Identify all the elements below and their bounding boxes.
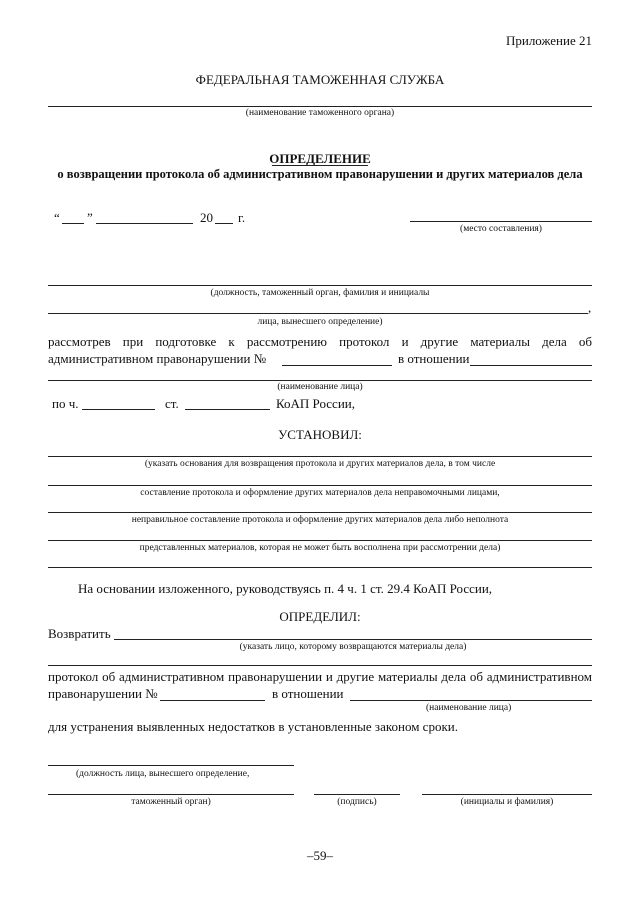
established-caption-4: представленных материалов, которая не может быть восполнена при рассмотрении дела) (139, 543, 501, 553)
code-label: КоАП России, (276, 396, 355, 411)
considered-text-line1: рассмотрев при подготовке к рассмотрению протокол и другие материалы дела об (48, 334, 592, 349)
established-caption-3: неправильное составление протокола и оформление других материалов дела либо неполнота (131, 515, 509, 525)
position-caption: (должность лица, вынесшего определение, (76, 769, 250, 779)
official-field-1[interactable] (48, 285, 592, 286)
initials-field[interactable] (422, 794, 592, 795)
case-number-field[interactable] (282, 365, 392, 366)
decided-heading: ОПРЕДЕЛИЛ: (279, 609, 361, 624)
place-field[interactable] (410, 221, 592, 222)
position-field[interactable] (48, 765, 294, 766)
date-year-field[interactable] (215, 223, 233, 224)
considered-regarding-label: в отношении (398, 351, 470, 366)
return-label: Возвратить (48, 626, 111, 641)
agency-underline (48, 106, 592, 107)
place-caption: (место составления) (460, 224, 542, 234)
signature-caption: (подпись) (337, 797, 377, 807)
date-day-field[interactable] (62, 223, 84, 224)
established-field-1[interactable] (48, 456, 592, 457)
protocol-case-number-field[interactable] (160, 700, 265, 701)
protocol-person-field[interactable] (350, 700, 592, 701)
date-month-field[interactable] (96, 223, 193, 224)
initials-caption: (инициалы и фамилия) (460, 797, 554, 807)
date-year-suffix: г. (238, 210, 246, 225)
appendix-label: Приложение 21 (505, 33, 592, 48)
protocol-text-line1: протокол об административном правонарушении и другие материалы дела об административном (48, 669, 592, 684)
signature-field[interactable] (314, 794, 400, 795)
date-year-prefix: 20 (200, 210, 213, 225)
official-comma: , (588, 300, 592, 315)
regarding-field-2[interactable] (48, 380, 592, 381)
protocol-regarding-label: в отношении (272, 686, 344, 701)
return-caption: (указать лицо, которому возвращаются материалы дела) (239, 642, 467, 652)
part-field[interactable] (82, 409, 155, 410)
protocol-case-label: правонарушении № (48, 686, 158, 701)
regarding-field-1[interactable] (470, 365, 592, 366)
article-field[interactable] (185, 409, 270, 410)
purpose-text: для устранения выявленных недостатков в установленные законом сроки. (48, 719, 458, 734)
return-to-field[interactable] (114, 639, 592, 640)
customs-caption: таможенный орган) (131, 797, 211, 807)
part-label: по ч. (52, 396, 79, 411)
agency-name: ФЕДЕРАЛЬНАЯ ТАМОЖЕННАЯ СЛУЖБА (195, 72, 445, 87)
official-field-2[interactable] (48, 313, 588, 314)
official-caption: (должность, таможенный орган, фамилия и инициалы (210, 288, 430, 298)
page-number: –59– (307, 848, 333, 863)
date-quote-open: “ (54, 210, 60, 225)
official-caption-2: лица, вынесшего определение) (257, 317, 383, 327)
article-label: ст. (165, 396, 179, 411)
date-quote-close: ” (87, 210, 93, 225)
basis-text: На основании изложенного, руководствуясь п. 4 ч. 1 ст. 29.4 КоАП России, (78, 581, 493, 596)
agency-caption: (наименование таможенного органа) (245, 108, 395, 118)
considered-case-label: административном правонарушении № (48, 351, 267, 366)
established-field-2[interactable] (48, 485, 592, 486)
document-title: ОПРЕДЕЛЕНИЕ (269, 151, 371, 166)
return-to-field-2[interactable] (48, 665, 592, 666)
established-field-4[interactable] (48, 540, 592, 541)
protocol-person-caption: (наименование лица) (426, 703, 512, 713)
established-caption-2: составление протокола и оформление других материалов дела неправомочными лицами, (140, 488, 500, 498)
established-caption-1: (указать основания для возвращения протокола и других материалов дела, в том числе (144, 459, 496, 469)
established-field-3[interactable] (48, 512, 592, 513)
established-field-5[interactable] (48, 567, 592, 568)
customs-field[interactable] (48, 794, 294, 795)
document-subtitle: о возвращении протокола об административном правонарушении и других материалов дела (57, 167, 583, 181)
established-heading: УСТАНОВИЛ: (278, 427, 362, 442)
person-caption: (наименование лица) (277, 382, 363, 392)
title-underline (272, 165, 368, 166)
